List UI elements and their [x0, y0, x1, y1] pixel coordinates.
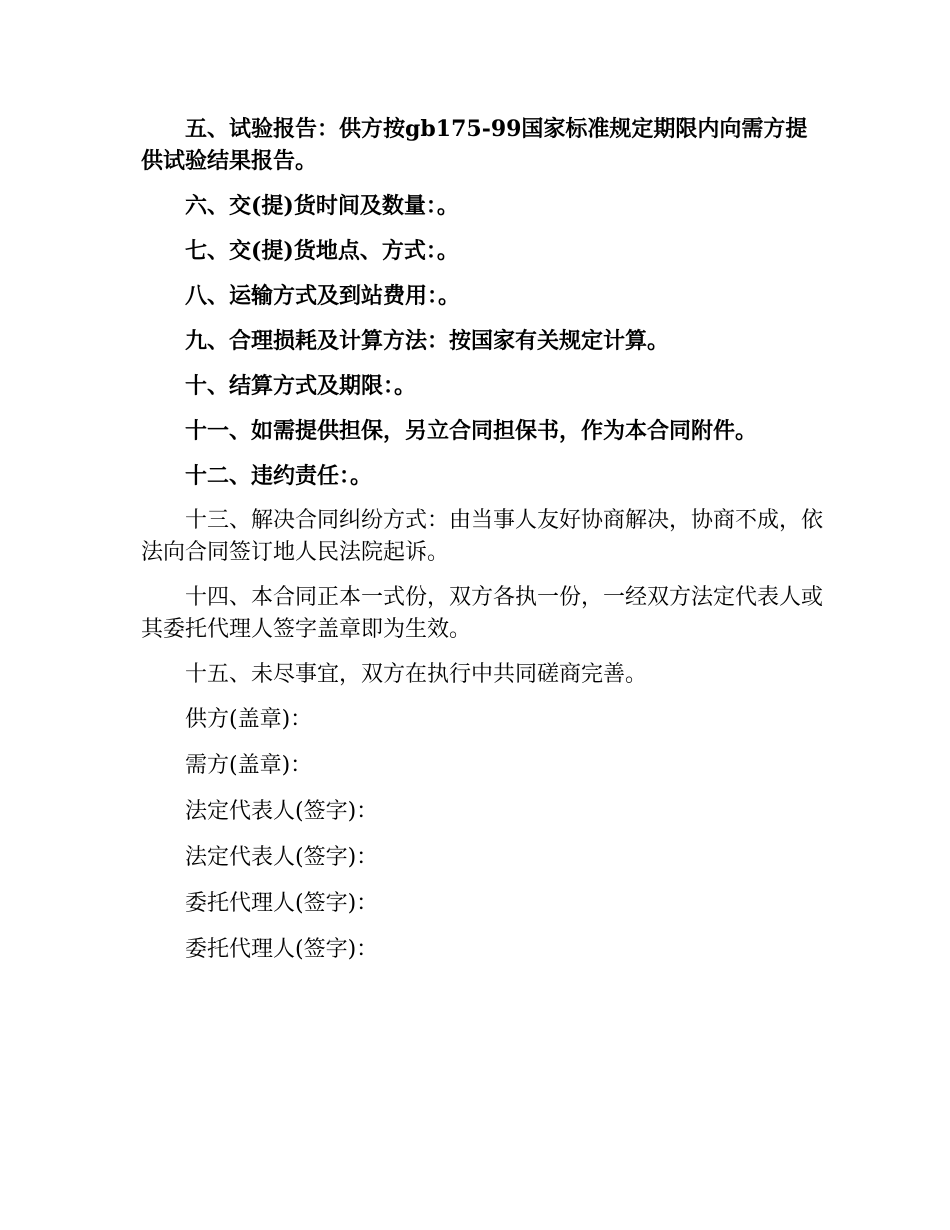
clause-11: 十一、如需提供担保，另立合同担保书，作为本合同附件。 [185, 418, 758, 444]
signature-legal-rep-1: 法定代表人(签字)： [185, 799, 379, 824]
clause-13: 十三、解决合同纠纷方式：由当事人友好协商解决，协商不成，依法向合同签订地人民法院起诉。 [141, 508, 824, 565]
clause-10: 十、结算方式及期限：。 [185, 373, 417, 399]
signature-agent-1: 委托代理人(签字)： [185, 891, 379, 916]
clause-15: 十五、未尽事宜，双方在执行中共同磋商完善。 [185, 662, 648, 687]
document-body [141, 113, 825, 980]
clause-9: 九、合理损耗及计算方法：按国家有关规定计算。 [185, 328, 670, 354]
clause-5: 五、试验报告：供方按gb175-99国家标准规定期限内向需方提供试验结果报告。 [141, 116, 808, 174]
clause-7: 七、交(提)货地点、方式：。 [185, 238, 459, 264]
signature-buyer-seal: 需方(盖章)： [185, 753, 313, 778]
clause-6: 六、交(提)货时间及数量：。 [185, 193, 459, 219]
signature-supplier-seal: 供方(盖章)： [185, 707, 313, 732]
signature-agent-2: 委托代理人(签字)： [185, 937, 379, 962]
signature-legal-rep-2: 法定代表人(签字)： [185, 845, 379, 870]
clause-8: 八、运输方式及到站费用：。 [185, 283, 461, 309]
clause-12: 十二、违约责任：。 [185, 463, 373, 489]
clause-14: 十四、本合同正本一式份，双方各执一份，一经双方法定代表人或其委托代理人签字盖章即为生效。 [141, 585, 824, 642]
